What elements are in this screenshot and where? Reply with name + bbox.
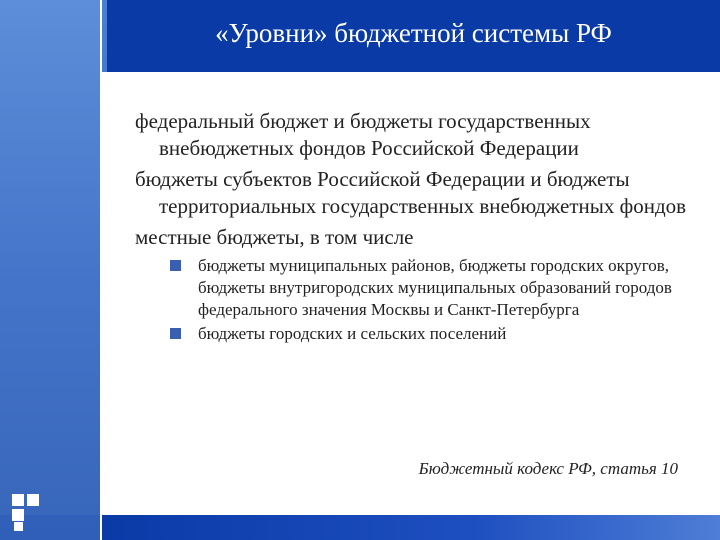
sublist-item-label: бюджеты городских и сельских поселений: [198, 324, 507, 343]
left-decor-gradient: [0, 0, 100, 515]
list-item-federal: федеральный бюджет и бюджеты государственных внебюджетных фондов Российской Федерации: [135, 109, 591, 160]
slide-logo-icon: [12, 494, 52, 532]
square-bullet-icon: [170, 328, 181, 339]
sublist-item-label: бюджеты муниципальных районов, бюджеты городских округов, бюджеты внутригородских муниципальных образований городов федерального значения Москвы и Санкт-Петербурга: [198, 256, 672, 319]
slide-content: [135, 108, 705, 345]
source-citation: Бюджетный кодекс РФ, статья 10: [418, 459, 678, 478]
sublist-item-municipal: [135, 255, 705, 321]
footer-bar: [102, 515, 720, 540]
slide-title: «Уровни» бюджетной системы РФ: [215, 18, 612, 48]
list-item-regional: бюджеты субъектов Российской Федерации и бюджеты территориальных государственных внебюджетных фондов: [135, 167, 687, 218]
sublist-item-settlements: [135, 323, 705, 345]
square-bullet-icon: [170, 260, 181, 271]
list-item-local: местные бюджеты, в том числе: [135, 225, 414, 249]
